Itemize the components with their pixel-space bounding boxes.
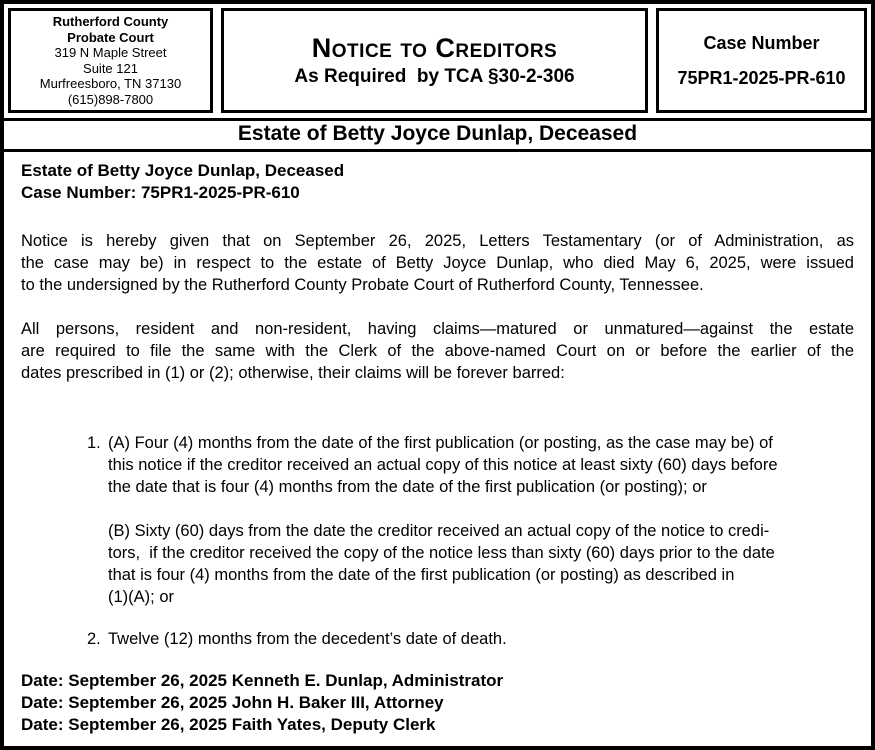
estate-title-bar: Estate of Betty Joyce Dunlap, Deceased [4, 118, 871, 152]
list-line: this notice if the creditor received an actual copy of this notice at least sixty (60) days before [108, 456, 778, 474]
paragraph-line: dates prescribed in (1) or (2); otherwise, their claims will be forever barred: [21, 364, 565, 382]
list-item-1-text [108, 432, 778, 498]
document-header [8, 8, 867, 113]
list-line: tors, if the creditor received the copy of the notice less than sixty (60) days prior to the date [108, 544, 775, 562]
list-item-2-text: Twelve (12) months from the decedent’s date of death. [108, 630, 507, 648]
document-subtitle: As Required by TCA §30-2-306 [294, 65, 575, 87]
court-address-line1: 319 N Maple Street [54, 45, 167, 60]
paragraph-line: All persons, resident and non-resident, having claims—matured or unmatured—against the estate [21, 320, 854, 338]
case-number-value: 75PR1-2025-PR-610 [677, 67, 846, 88]
court-name-line1: Rutherford County [52, 14, 169, 29]
court-address-line3: Murfreesboro, TN 37130 [39, 76, 182, 91]
document-title: Notice to Creditors [311, 32, 558, 63]
list-line: (B) Sixty (60) days from the date the creditor received an actual copy of the notice to credi- [108, 522, 770, 540]
date-line-administrator: Date: September 26, 2025 Kenneth E. Dunlap, Administrator [21, 671, 504, 690]
list-line: that is four (4) months from the date of the first publication (or posting) as described in [108, 566, 735, 584]
court-address-box [8, 8, 213, 113]
court-name-line2: Probate Court [67, 29, 154, 45]
list-line: (1)(A); or [108, 588, 174, 606]
list-item-2 [87, 628, 854, 650]
paragraph-notice-issued [21, 230, 854, 296]
case-number-box [656, 8, 867, 113]
document-body [4, 152, 871, 736]
court-phone: (615)898-7800 [67, 91, 154, 107]
case-number-label: Case Number [703, 32, 820, 53]
date-line-attorney: Date: September 26, 2025 John H. Baker III, Attorney [21, 693, 444, 712]
paragraph-line: Notice is hereby given that on September 26, 2025, Letters Testamentary (or of Administration, as [21, 232, 854, 250]
notice-title-box [221, 8, 648, 113]
case-heading-line: Case Number: 75PR1-2025-PR-610 [21, 183, 300, 202]
list-item-1 [87, 432, 854, 498]
signature-date-block [21, 670, 854, 736]
court-address-line2: Suite 121 [83, 60, 138, 76]
list-line: the date that is four (4) months from the date of the first publication (or posting); or [108, 478, 707, 496]
paragraph-line: to the undersigned by the Rutherford County Probate Court of Rutherford County, Tennessee. [21, 276, 704, 294]
list-item-1b [108, 520, 854, 608]
paragraph-claims-requirement [21, 318, 854, 384]
list-line: (A) Four (4) months from the date of the first publication (or posting, as the case may be) of [108, 434, 773, 452]
paragraph-line: the case may be) in respect to the estate of Betty Joyce Dunlap, who died May 6, 2025, were issued [21, 254, 854, 272]
paragraph-line: are required to file the same with the Clerk of the above-named Court on or before the earlier of the [21, 342, 854, 360]
estate-heading-line: Estate of Betty Joyce Dunlap, Deceased [21, 161, 345, 180]
list-item-2-number: 2. [87, 630, 101, 648]
deadline-list [87, 432, 854, 650]
list-item-1-number: 1. [87, 434, 101, 452]
date-line-deputy-clerk: Date: September 26, 2025 Faith Yates, Deputy Clerk [21, 715, 436, 734]
